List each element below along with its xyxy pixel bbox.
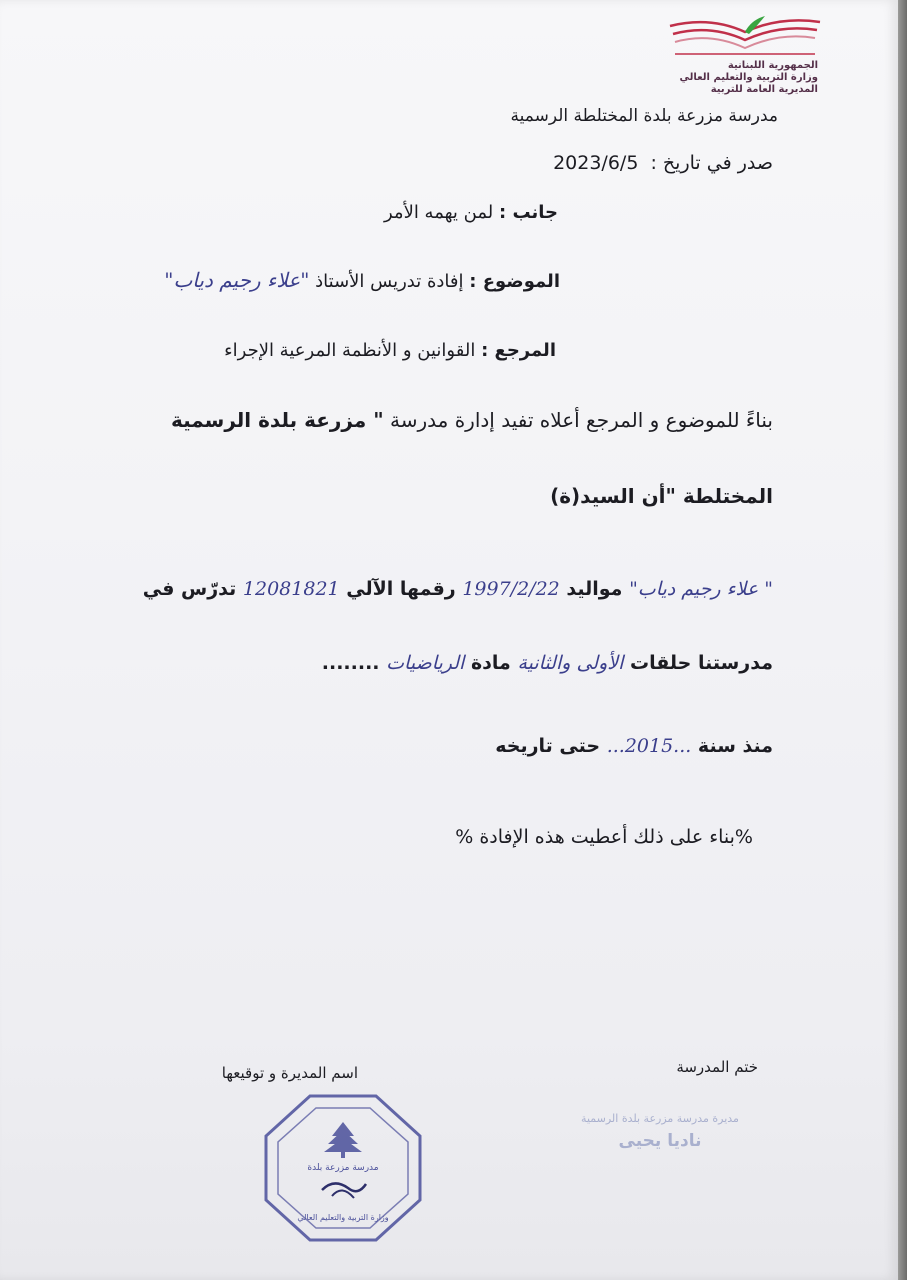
body-line-5 xyxy=(495,735,773,757)
subject-text: إفادة تدريس الأستاذ xyxy=(315,271,464,292)
recipient-value: لمن يهمه الأمر xyxy=(384,202,494,223)
recipient-line xyxy=(384,202,558,223)
school-stamp-line-1: مديرة مدرسة مزرعة بلدة الرسمية xyxy=(581,1112,739,1125)
official-seal xyxy=(262,1092,424,1244)
date-of-birth: 1997/2/22 xyxy=(462,578,560,600)
until-date-label: حتى تاريخه xyxy=(495,735,601,757)
cycles-value: الأولى والثانية xyxy=(517,652,624,674)
trailing-dots: ........ xyxy=(321,652,380,674)
issued-date: 2023/6/5 xyxy=(553,152,639,174)
reference-line xyxy=(224,340,556,361)
ministry-logo-icon xyxy=(665,12,825,58)
body-line-1-text: بناءً للموضوع و المرجع أعلاه تفيد إدارة مدرسة xyxy=(390,408,773,432)
issued-date-line xyxy=(553,152,773,174)
since-year: ...2015... xyxy=(606,735,692,757)
cycles-label: مدرستنا حلقات xyxy=(630,652,773,674)
header-line-3: المديرية العامة للتربية xyxy=(710,84,818,95)
reference-text: القوانين و الأنظمة المرعية الإجراء xyxy=(224,340,476,361)
body-school-name: " مزرعة بلدة الرسمية xyxy=(170,408,384,432)
school-name-line: مدرسة مزرعة بلدة المختلطة الرسمية xyxy=(510,106,778,126)
registration-label: رقمها الآلي xyxy=(346,578,456,600)
body-line-4 xyxy=(322,652,773,674)
principal-signature-label: اسم المديرة و توقيعها xyxy=(221,1064,358,1082)
official-seal-icon xyxy=(262,1092,424,1244)
subject-label: الموضوع : xyxy=(469,271,560,292)
page-edge-shadow xyxy=(898,0,907,1280)
school-seal-label: ختم المدرسة xyxy=(676,1058,758,1076)
closing-line: %بناء على ذلك أعطيت هذه الإفادة % xyxy=(455,826,753,848)
school-stamp-line-2: ناديا يحيى xyxy=(618,1131,702,1151)
teacher-name: " علاء رجيم دياب" xyxy=(629,578,773,600)
body-line-3 xyxy=(143,578,773,600)
subject-line xyxy=(164,268,560,292)
reference-label: المرجع : xyxy=(481,340,556,361)
registration-number: 12081821 xyxy=(242,578,340,600)
born-label: مواليد xyxy=(566,578,623,600)
svg-text:وزارة التربية والتعليم العالي: وزارة التربية والتعليم العالي xyxy=(297,1213,389,1222)
recipient-label: جانب : xyxy=(498,202,558,223)
header-line-2: وزارة التربية والتعليم العالي xyxy=(679,72,818,83)
teaches-in-label: تدرّس في xyxy=(142,578,237,600)
body-line-1 xyxy=(171,408,773,432)
header-line-1: الجمهورية اللبنانية xyxy=(727,60,818,71)
body-line-2: المختلطة "أن السيد(ة) xyxy=(550,484,773,508)
issued-label: صدر في تاريخ : xyxy=(650,152,773,174)
school-director-stamp xyxy=(575,1112,745,1151)
subject-teacher-name: "علاء رجيم دياب" xyxy=(164,268,310,292)
subject-label-2: مادة xyxy=(470,652,511,674)
since-year-label: منذ سنة xyxy=(697,735,773,757)
ministry-header xyxy=(680,60,818,96)
taught-subject: الرياضيات xyxy=(386,652,465,674)
svg-text:مدرسة مزرعة بلدة: مدرسة مزرعة بلدة xyxy=(307,1163,379,1173)
